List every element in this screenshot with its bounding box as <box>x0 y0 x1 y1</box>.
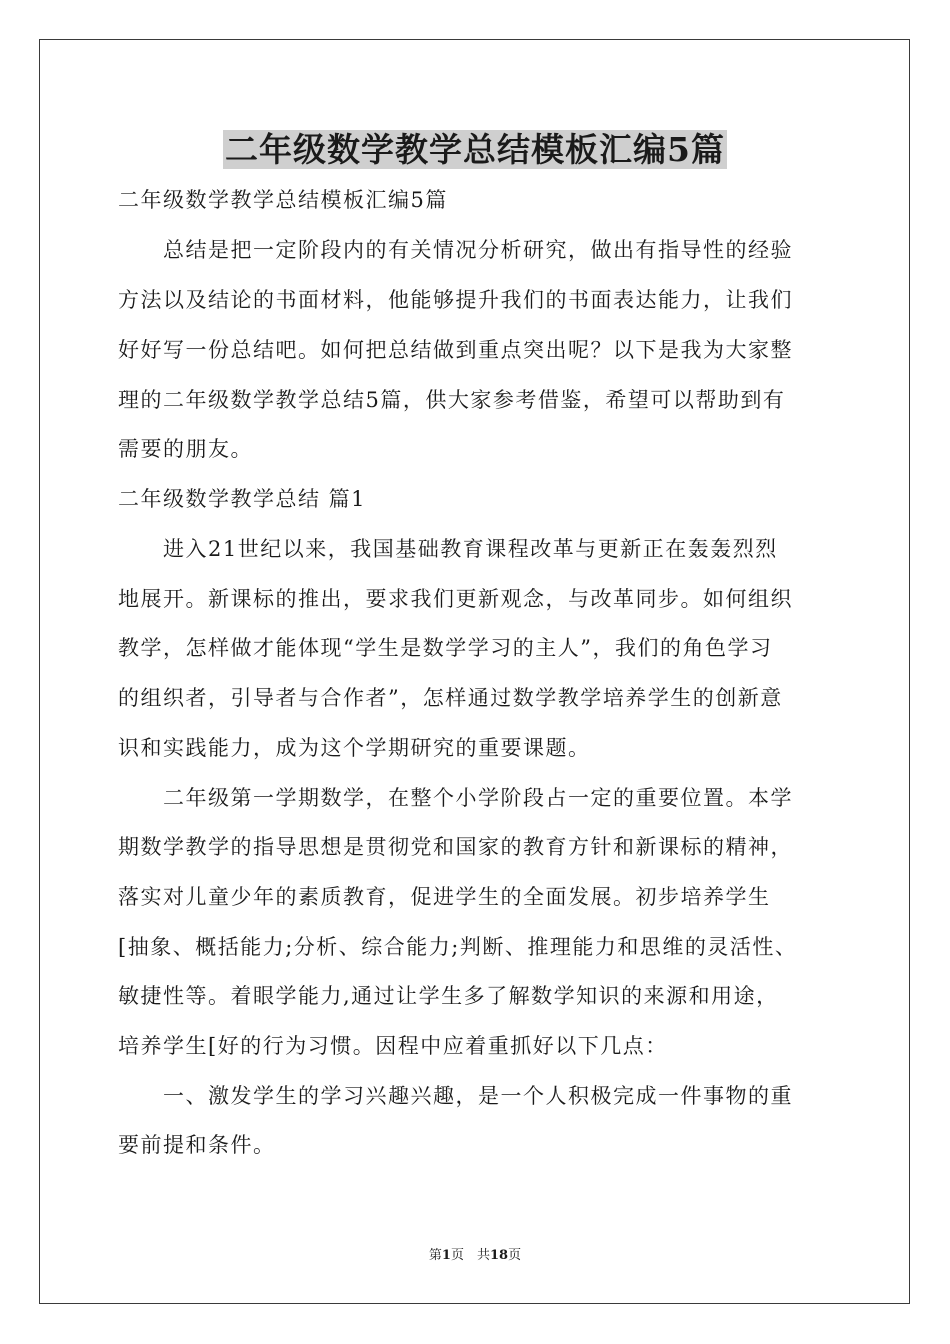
footer-prefix: 第 <box>428 1248 442 1263</box>
subtitle-line: 二年级数学教学总结模板汇编5篇 <box>118 188 448 212</box>
footer-page-number: 1 <box>441 1248 451 1263</box>
footer-suffix: 页 <box>508 1248 522 1263</box>
text-line: 期数学教学的指导思想是贯彻党和国家的教育方针和新课标的精神， <box>118 835 793 859</box>
text-line: 理的二年级数学教学总结5篇，供大家参考借鉴，希望可以帮助到有 <box>118 388 786 412</box>
section-heading: 二年级数学教学总结 篇1 <box>118 487 367 511</box>
text-line: [抽象、概括能力;分析、综合能力;判断、推理能力和思维的灵活性、 <box>118 935 798 959</box>
text-line: 好好写一份总结吧。如何把总结做到重点突出呢？以下是我为大家整 <box>118 338 793 362</box>
text-line: 落实对儿童少年的素质教育，促进学生的全面发展。初步培养学生 <box>118 885 771 909</box>
text-line: 总结是把一定阶段内的有关情况分析研究，做出有指导性的经验 <box>118 238 793 262</box>
text-line: 识和实践能力，成为这个学期研究的重要课题。 <box>118 736 591 760</box>
document-title-text: 二年级数学教学总结模板汇编5篇 <box>225 130 725 169</box>
text-line: 方法以及结论的书面材料，他能够提升我们的书面表达能力，让我们 <box>118 288 793 312</box>
text-line: 需要的朋友。 <box>118 437 253 461</box>
text-line: 教学，怎样做才能体现“学生是数学学习的主人”，我们的角色学习 <box>118 636 773 660</box>
text-line: 进入21世纪以来，我国基础教育课程改革与更新正在轰轰烈烈 <box>118 537 778 561</box>
page-footer <box>0 1247 950 1265</box>
text-line: 培养学生[好的行为习惯。因程中应着重抓好以下几点： <box>118 1034 668 1058</box>
text-line: 一、激发学生的学习兴趣兴趣，是一个人积极完成一件事物的重 <box>118 1084 793 1108</box>
text-line: 要前提和条件。 <box>118 1133 276 1157</box>
footer-middle: 页 共 <box>450 1248 490 1263</box>
footer-total-pages: 18 <box>489 1248 509 1263</box>
text-line: 二年级第一学期数学，在整个小学阶段占一定的重要位置。本学 <box>118 786 793 810</box>
text-line: 敏捷性等。着眼学能力,通过让学生多了解数学知识的来源和用途， <box>118 984 779 1008</box>
text-line: 的组织者，引导者与合作者”，怎样通过数学教学培养学生的创新意 <box>118 686 783 710</box>
text-line: 地展开。新课标的推出，要求我们更新观念，与改革同步。如何组织 <box>118 587 793 611</box>
document-title <box>0 128 950 172</box>
page-border <box>39 39 910 1304</box>
